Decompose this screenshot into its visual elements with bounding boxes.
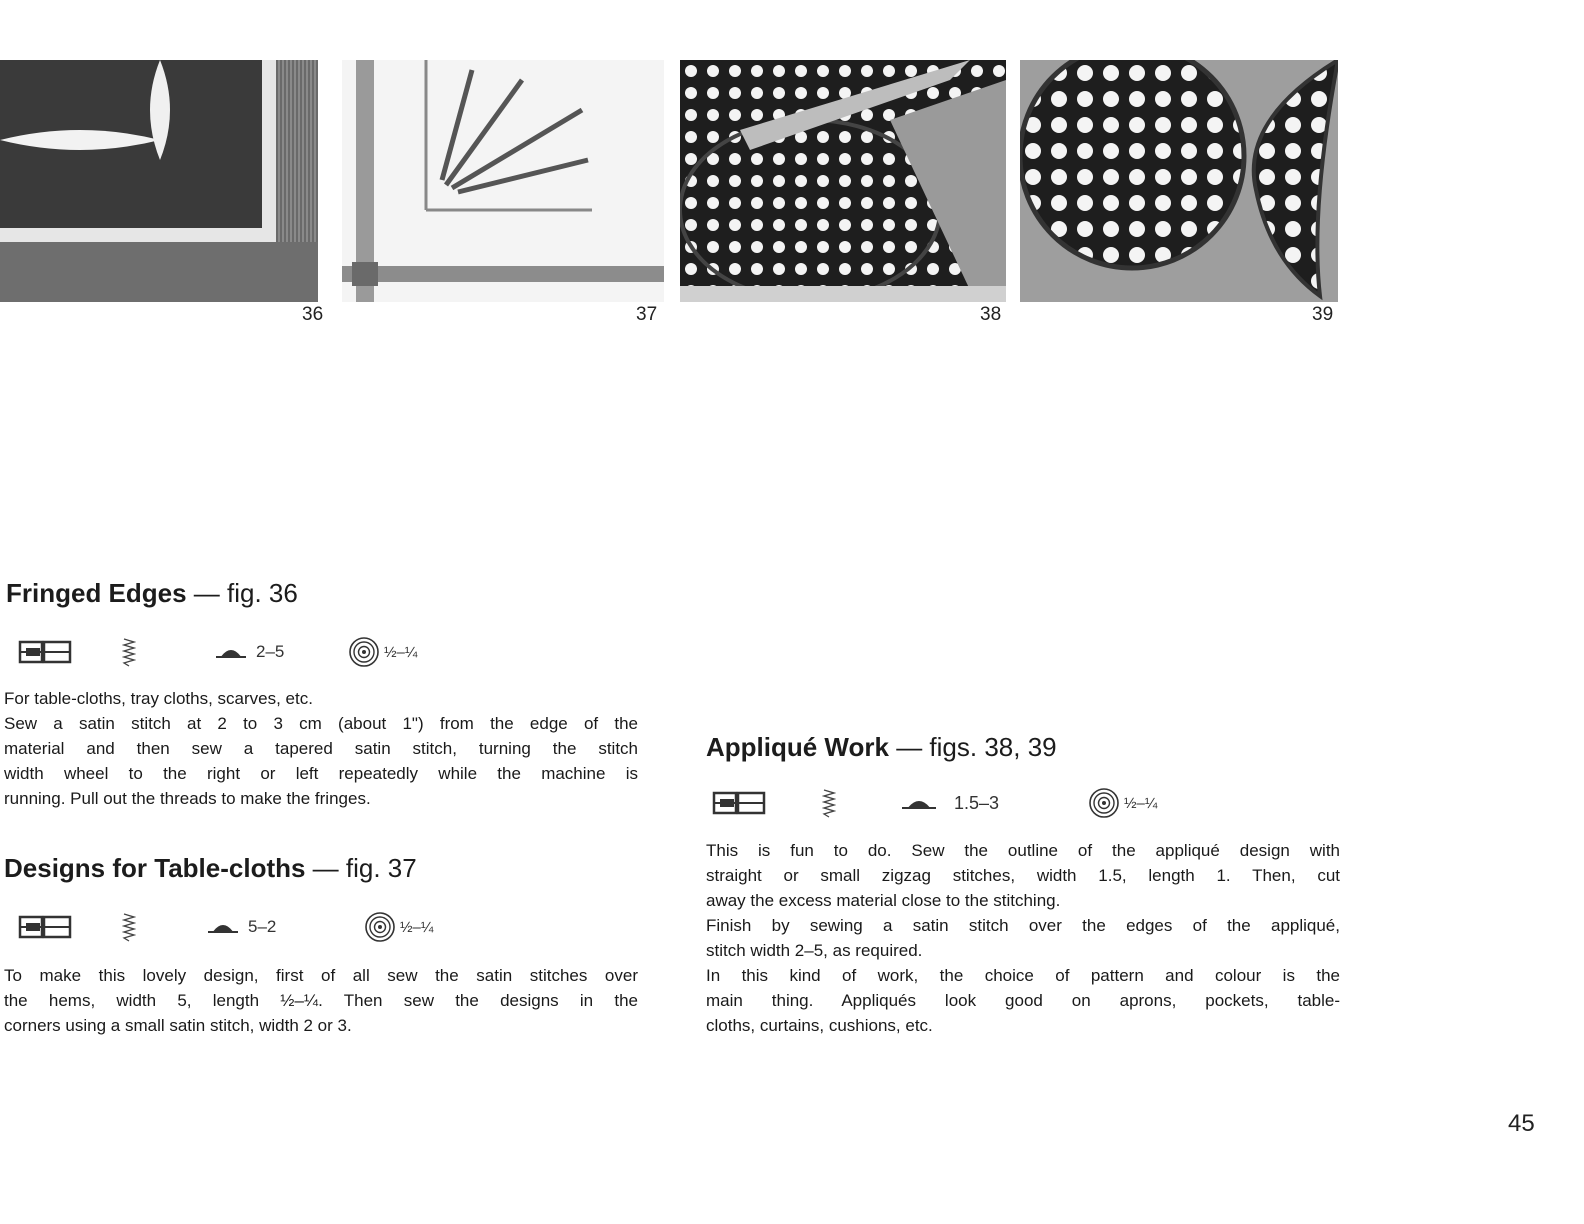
text-line: In this kind of work, the choice of pattern and colour is the: [706, 966, 1340, 985]
figure-36-image: [0, 60, 318, 302]
figure-38-number: 38: [980, 304, 1002, 325]
thread-tension-setting: [1088, 786, 1157, 820]
designs-length-value: 5–2: [248, 917, 277, 936]
applique-title: Appliqué Work: [706, 732, 889, 762]
text-line: For table-cloths, tray cloths, scarves, etc.: [4, 689, 313, 708]
figure-36-number: 36: [302, 304, 324, 325]
stitch-length-icon: [900, 796, 938, 810]
fringed-settings-row: [18, 635, 478, 669]
fringed-edges-text: [4, 686, 638, 811]
text-line: stitch width 2–5, as required.: [706, 941, 923, 960]
applique-heading: [706, 732, 1057, 763]
page-number: 45: [1508, 1110, 1535, 1137]
presser-foot-icon: [18, 910, 72, 944]
text-line: straight or small zigzag stitches, width 1.5, length 1. Then, cut: [706, 866, 1340, 885]
designs-tension-value: ½–¼: [400, 918, 434, 936]
fringed-edges-figure-ref: — fig. 36: [186, 578, 298, 608]
zigzag-stitch-icon: [122, 635, 136, 669]
text-line: Sew a satin stitch at 2 to 3 cm (about 1") from the edge of the: [4, 714, 638, 733]
presser-foot-icon: [18, 635, 72, 669]
text-line: This is fun to do. Sew the outline of the appliqué design with: [706, 841, 1340, 860]
designs-title: Designs for Table-cloths: [4, 853, 306, 883]
stitch-length-setting: [900, 786, 999, 820]
designs-text: [4, 963, 638, 1038]
fringed-length-value: 2–5: [256, 642, 285, 661]
text-line: width wheel to the right or left repeatedly while the machine is: [4, 764, 638, 783]
applique-tension-value: ½–¼: [1124, 794, 1158, 812]
text-line: Finish by sewing a satin stitch over the edges of the appliqué,: [706, 916, 1340, 935]
stitch-length-setting: [214, 635, 284, 669]
text-line: away the excess material close to the stitching.: [706, 891, 1061, 910]
text-line: main thing. Appliqués look good on aprons, pockets, table-: [706, 991, 1340, 1010]
text-line: the hems, width 5, length ½–¼. Then sew the designs in the: [4, 991, 638, 1010]
text-line: To make this lovely design, first of all sew the satin stitches over: [4, 966, 638, 985]
thread-tension-setting: [348, 635, 417, 669]
stitch-length-icon: [206, 920, 240, 934]
fringed-edges-heading: [6, 578, 298, 609]
applique-settings-row: [712, 786, 1212, 820]
applique-length-value: 1.5–3: [954, 792, 1000, 813]
fringed-edges-title: Fringed Edges: [6, 578, 187, 608]
tension-dial-icon: [348, 636, 380, 668]
text-line: corners using a small satin stitch, width 2 or 3.: [4, 1016, 352, 1035]
figure-39-number: 39: [1312, 304, 1334, 325]
zigzag-stitch-icon: [822, 786, 836, 820]
figure-37-image: [342, 60, 664, 302]
applique-text: [706, 838, 1340, 1038]
stitch-length-icon: [214, 645, 248, 659]
tension-dial-icon: [364, 911, 396, 943]
figure-39-image: [1020, 60, 1338, 302]
fringed-tension-value: ½–¼: [384, 643, 418, 661]
stitch-length-setting: [206, 910, 276, 944]
thread-tension-setting: [364, 910, 433, 944]
text-line: cloths, curtains, cushions, etc.: [706, 1016, 933, 1035]
figure-37-number: 37: [636, 304, 658, 325]
designs-heading: [4, 853, 417, 884]
applique-figure-ref: — figs. 38, 39: [888, 732, 1057, 762]
presser-foot-icon: [712, 786, 766, 820]
text-line: material and then sew a tapered satin stitch, turning the stitch: [4, 739, 638, 758]
figure-38-image: [680, 60, 1006, 302]
text-line: running. Pull out the threads to make the fringes.: [4, 789, 371, 808]
zigzag-stitch-icon: [122, 910, 136, 944]
designs-figure-ref: — fig. 37: [305, 853, 417, 883]
designs-settings-row: [18, 910, 478, 944]
tension-dial-icon: [1088, 787, 1120, 819]
